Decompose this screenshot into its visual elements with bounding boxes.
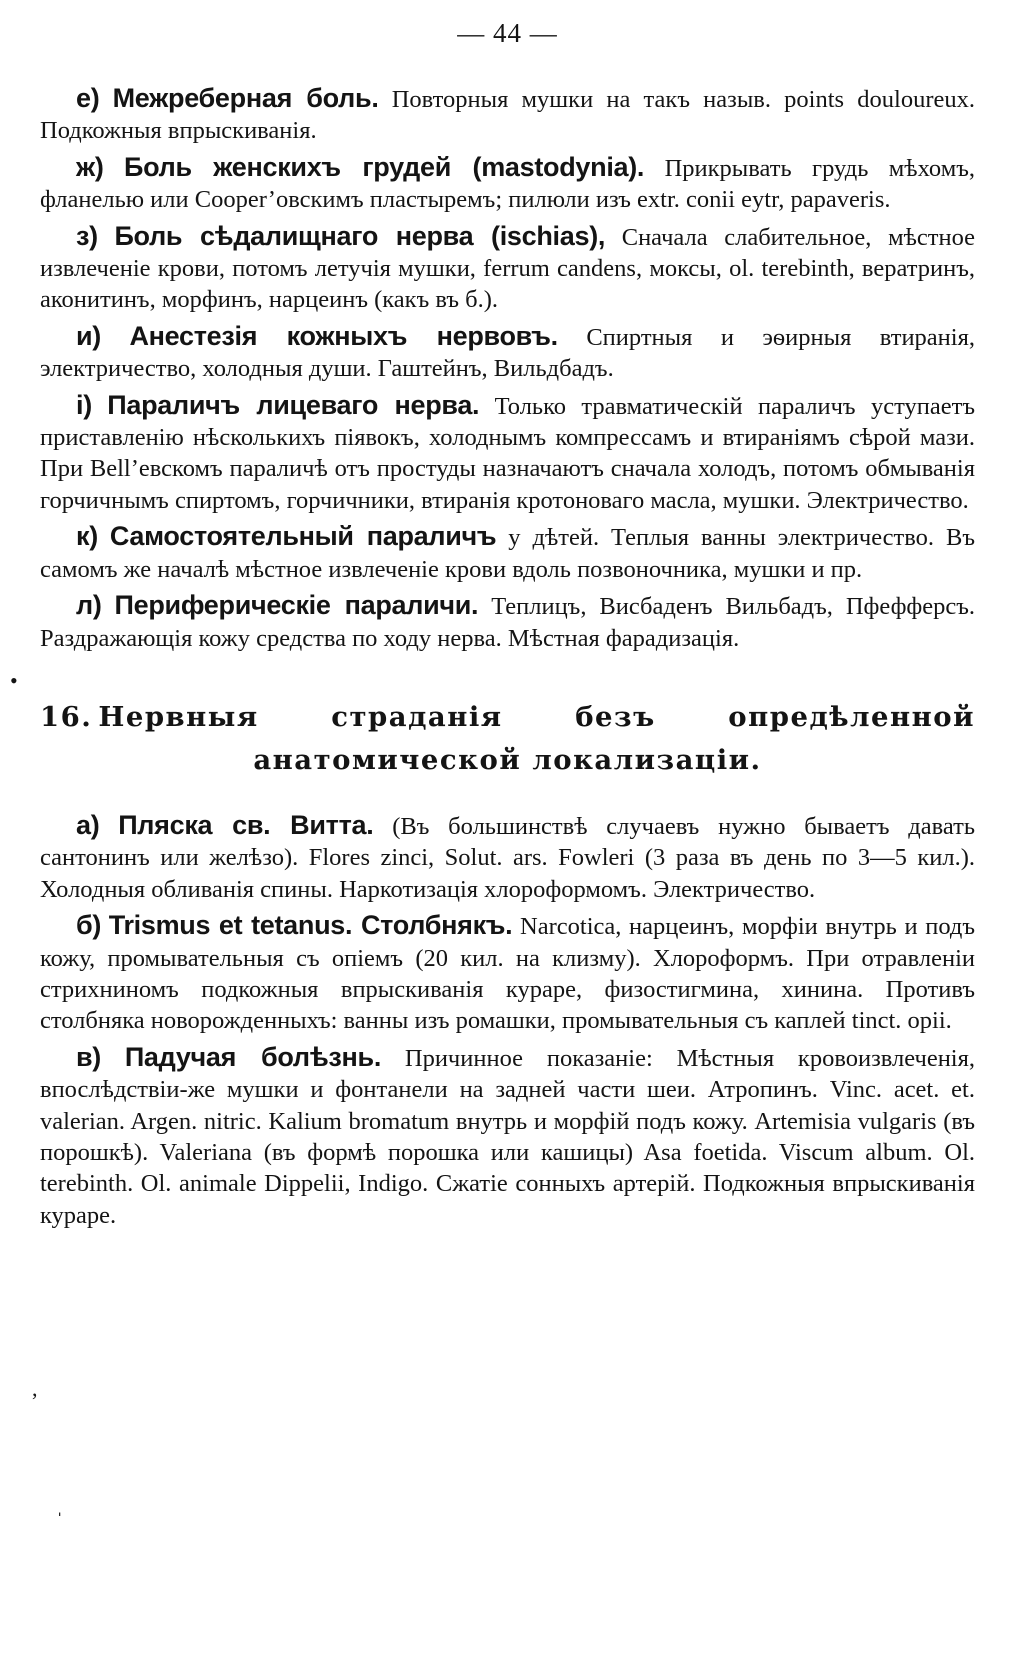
entry bbox=[40, 590, 975, 654]
entries-top bbox=[40, 83, 975, 654]
entry-text: у дѣтей. Теплыя ванны электричество. Въ самомъ же началѣ мѣстное извлеченіе крови вдоль позвоночника, мушки и пр. bbox=[40, 524, 976, 583]
entry bbox=[40, 221, 975, 316]
entry-heading: Боль женскихъ грудей (mastodynia). bbox=[123, 151, 645, 182]
entry-label: а) bbox=[76, 809, 100, 840]
entry bbox=[40, 521, 975, 585]
entry-heading: Боль сѣдалищнаго нерва (ischias), bbox=[114, 220, 606, 251]
entries-bottom bbox=[40, 810, 975, 1231]
entry-heading: Пляска св. Витта. bbox=[118, 809, 374, 840]
document-page bbox=[40, 18, 975, 1236]
entry-label: е) bbox=[76, 83, 100, 113]
entry bbox=[40, 321, 975, 385]
entry bbox=[40, 390, 975, 517]
entry-label: и) bbox=[76, 320, 101, 351]
section-title-line1: 16. Нервныя страданія безъ опредѣленной bbox=[40, 700, 975, 733]
entry-text: Прикрывать грудь мѣхомъ, фланелью или Cooper’овскимъ пластыремъ; пилюли изъ extr. conii eytr, papaveris. bbox=[40, 154, 976, 214]
entry-label: з) bbox=[76, 220, 98, 251]
entry-text: Теплицъ, Висбаденъ Вильбадъ, Пфефферсъ. Раздражающія кожу средства по ходу нерва. Мѣстная фарадизація. bbox=[40, 593, 976, 652]
entry-label: в) bbox=[76, 1041, 101, 1072]
entry-label: к) bbox=[76, 521, 98, 552]
margin-comma: , bbox=[32, 1376, 38, 1401]
margin-dot: • bbox=[10, 668, 18, 693]
entry bbox=[40, 83, 975, 147]
entry bbox=[40, 1042, 975, 1231]
entry-text: Narcotica, нарцеинъ, морфіи внутрь и подъ кожу, промывательныя съ опіемъ (20 кил. на клизму). Хлороформъ. При отравленіи стрихниномъ подкожныя впрыскиванія кураре, физостигмина, хинина. Противъ столбняка новорожденныхъ: ванны изъ ромашки, промывательныя съ каплей tinct. opii. bbox=[40, 913, 976, 1035]
entry-heading: Межреберная боль. bbox=[112, 83, 379, 113]
entry-text: Спиртныя и эѳирныя втиранія, электричество, холодныя души. Гаштейнъ, Вильдбадъ. bbox=[40, 323, 975, 383]
entry-text: Только травматическій параличъ уступаетъ приставленію нѣсколькихъ піявокъ, холоднымъ компрессамъ и втираніямъ сѣрой мази. При Bell’евскомъ параличѣ отъ простуды назначаютъ сначала холодъ, потомъ обмыванія горчичнымъ спиртомъ, горчичники, втиранія кротоноваго масла, мушки. Электричество. bbox=[40, 392, 975, 514]
entry-text: Причинное показаніе: Мѣстныя кровоизвлеченія, впослѣдствіи-же мушки и фонтанели на задней части шеи. Атропинъ. Vinc. acet. et. valerian. Argen. nitric. Kalium bromatum внутрь и морфій подъ кожу. Artemisia vulgaris (въ порошкѣ). Valeriana (въ формѣ порошка или кашицы) Asa foetida. Viscum album. Ol. terebinth. Ol. animale Dippelii, Indigo. Сжатіе сонныхъ артерій. Подкожныя впрыскиванія кураре. bbox=[40, 1044, 976, 1229]
margin-tick: ˈ bbox=[56, 1508, 64, 1533]
entry bbox=[40, 910, 975, 1037]
entry-text: (Въ большинствѣ случаевъ нужно бываетъ давать сантонинъ или желѣзо). Flores zinci, Solut. ars. Fowleri (3 раза въ день по 3—5 кил.). Холодныя обливанія спины. Наркотизація хлороформомъ. Электричество. bbox=[40, 812, 975, 903]
entry-heading: Самостоятельный параличъ bbox=[109, 521, 497, 552]
entry-label: б) bbox=[76, 910, 102, 941]
section-heading bbox=[40, 696, 975, 782]
entry-text: Сначала слабительное, мѣстное извлеченіе крови, потомъ летучія мушки, ferrum candens, моксы, ol. terebinth, вератринъ, аконитинъ, морфинъ, нарцеинъ (какъ въ б.). bbox=[40, 223, 975, 314]
entry-text: Повторныя мушки на такъ назыв. points douloureux. Подкожныя впрыскиванія. bbox=[40, 86, 975, 145]
entry-label: ж) bbox=[76, 151, 104, 182]
entry-heading: Падучая болѣзнь. bbox=[124, 1041, 382, 1072]
entry-label: і) bbox=[76, 389, 92, 420]
section-title-line2: анатомической локализаціи. bbox=[253, 743, 762, 776]
entry-heading: Параличъ лицеваго нерва. bbox=[107, 389, 480, 420]
entry bbox=[40, 152, 975, 216]
page-number: — 44 — bbox=[457, 18, 558, 48]
entry-label: л) bbox=[76, 590, 102, 621]
section-number: 16. bbox=[40, 700, 93, 733]
entry-heading: Периферическіе параличи. bbox=[114, 590, 479, 621]
entry bbox=[40, 810, 975, 905]
entry-heading: Анестезія кожныхъ нервовъ. bbox=[129, 320, 558, 351]
entry-heading: Trismus et tetanus. Столбнякъ. bbox=[108, 910, 513, 941]
